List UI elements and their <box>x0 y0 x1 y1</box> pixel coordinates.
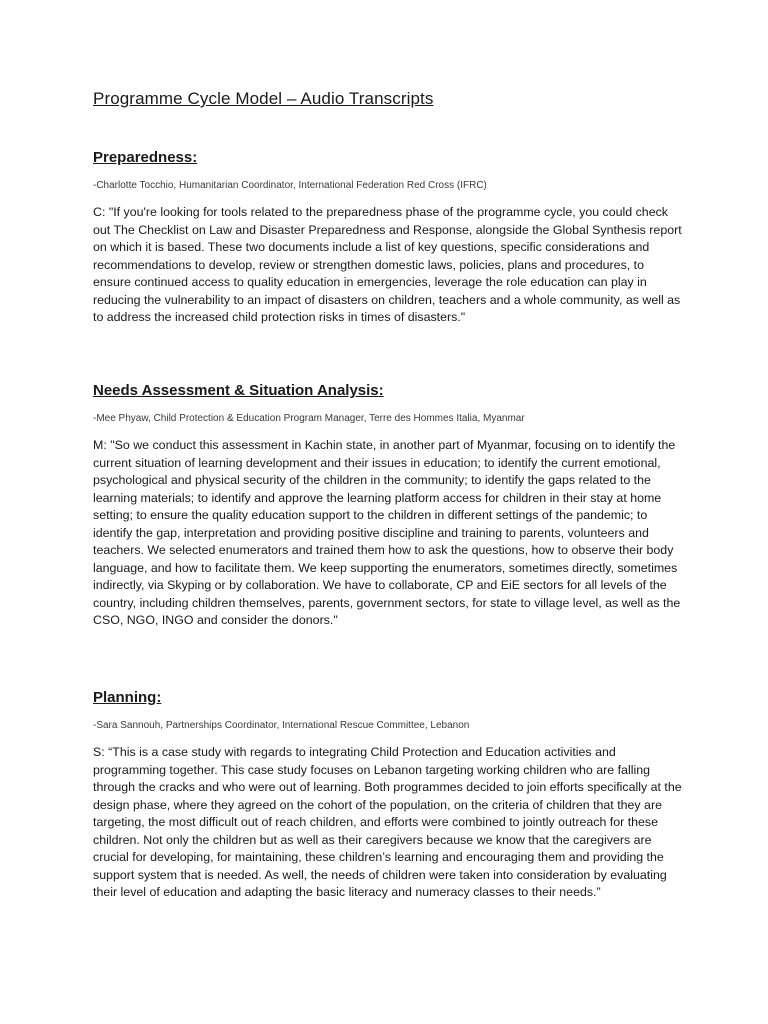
speaker-attribution: -Mee Phyaw, Child Protection & Education Program Manager, Terre des Hommes Italia, Myanmar <box>93 413 525 424</box>
section-preparedness <box>93 148 683 327</box>
transcript-quote: S: “This is a case study with regards to integrating Child Protection and Education activities and programming together. This case study focuses on Lebanon targeting working children who are falling through the cracks and who were out of learning. Both programmes decided to join efforts specifically at the design phase, where they agreed on the cohort of the population, on the criteria of children that they are targeting, the most difficult out of reach children, and efforts were combined to jointly outreach for these children. Not only the children but as well as their caregivers because we know that the caregivers are crucial for developing, for maintaining, these children’s learning and encouraging them and providing the support system that is needed. As well, the needs of children were taken into consideration by evaluating their level of education and adapting the basic literacy and numeracy classes to their needs.” <box>93 745 682 899</box>
section-heading: Planning: <box>93 689 162 706</box>
section-heading: Needs Assessment & Situation Analysis: <box>93 382 384 399</box>
section-needs-assessment <box>93 381 683 630</box>
speaker-attribution: -Charlotte Tocchio, Humanitarian Coordinator, International Federation Red Cross (IFRC) <box>93 180 487 191</box>
transcript-quote: M: "So we conduct this assessment in Kachin state, in another part of Myanmar, focusing on to identify the current situation of learning development and their issues in education; to identify the current emotional, psychological and physical security of the children in the community; to identify the gaps related to the learning materials; to identify and approve the learning platform access for children in their stay at home setting; to ensure the quality education support to the children in different settings of the pandemic; to identify the gap, interpretation and providing positive discipline and training to parents, volunteers and teachers. We selected enumerators and trained them how to ask the questions, how to observe their body language, and how to facilitate them. We keep supporting the enumerators, sometimes directly, sometimes indirectly, via Skyping or by collaboration. We have to collaborate, CP and EiE sectors for all levels of the country, including children themselves, parents, government sectors, for state to village level, as well as the CSO, NGO, INGO and consider the donors." <box>93 438 681 627</box>
speaker-attribution: -Sara Sannouh, Partnerships Coordinator, International Rescue Committee, Lebanon <box>93 720 470 731</box>
transcript-quote: C: "If you're looking for tools related to the preparedness phase of the programme cycle, you could check out The Checklist on Law and Disaster Preparedness and Response, alongside the Global Synthesis report on which it is based. These two documents include a list of key questions, specific considerations and recommendations to develop, review or strengthen domestic laws, policies, plans and procedures, to ensure continued access to quality education in emergencies, leverage the role education can play in reducing the vulnerability to an impact of disasters on children, teachers and a whole community, as well as to address the increased child protection risks in times of disasters." <box>93 205 682 324</box>
document-title: Programme Cycle Model – Audio Transcripts <box>93 89 434 108</box>
section-planning <box>93 688 683 902</box>
section-heading: Preparedness: <box>93 149 198 166</box>
